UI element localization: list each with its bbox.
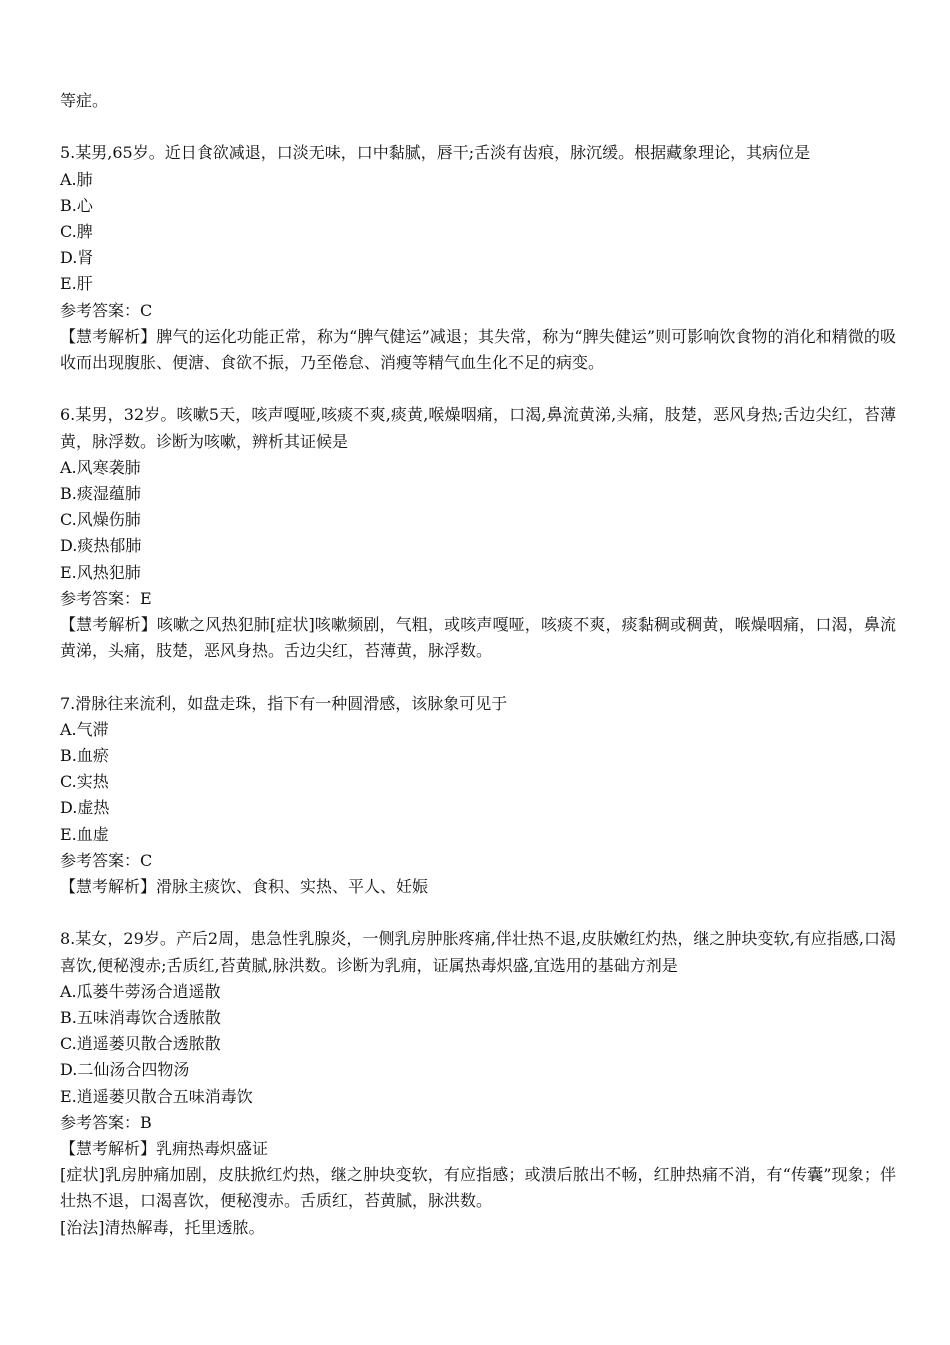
spacer: [60, 114, 896, 140]
option-b: B.痰湿蕴肺: [60, 484, 141, 504]
answer-line: 参考答案：C: [60, 300, 153, 320]
question-stem: 8.某女，29岁。产后2周，患急性乳腺炎，一侧乳房肿胀疼痛,伴壮热不退,皮肤嫩红灼热，继之肿块变软,有应指感,口渴喜饮,便秘溲赤;舌质红,苔黄腻,脉洪数。诊断为乳痈，证属热毒炽盛,宜选用的基础方剂是: [60, 929, 896, 975]
question-block: [60, 691, 896, 901]
question-block: [60, 926, 896, 1240]
question-stem: 6.某男，32岁。咳嗽5天，咳声嘎哑,咳痰不爽,痰黄,喉燥咽痛，口渴,鼻流黄涕,头痛，肢楚，恶风身热;舌边尖红，苔薄黄，脉浮数。诊断为咳嗽，辨析其证候是: [60, 405, 896, 451]
option-e: E.血虚: [60, 824, 109, 844]
option-b: B.血瘀: [60, 746, 109, 766]
option-a: A.肺: [60, 169, 93, 189]
option-c: C.实热: [60, 772, 109, 792]
option-b: B.心: [60, 195, 93, 215]
answer-line: 参考答案：B: [60, 1112, 152, 1132]
answer-line: 参考答案：C: [60, 850, 153, 870]
option-d: D.痰热郁肺: [60, 536, 142, 556]
question-stem: 7.滑脉往来流利，如盘走珠，指下有一种圆滑感，该脉象可见于: [60, 693, 508, 713]
option-d: D.虚热: [60, 798, 110, 818]
option-e: E.风热犯肺: [60, 562, 141, 582]
option-c: C.风燥伤肺: [60, 510, 141, 530]
option-d: D.肾: [60, 248, 94, 268]
spacer: [60, 664, 896, 690]
option-c: C.脾: [60, 222, 93, 241]
option-a: A.瓜蒌牛蒡汤合逍遥散: [60, 981, 221, 1001]
spacer: [60, 376, 896, 402]
option-d: D.二仙汤合四物汤: [60, 1060, 190, 1080]
analysis-text: 【慧考解析】脾气的运化功能正常，称为“脾气健运”减退；其失常，称为“脾失健运”则可影响饮食物的消化和精微的吸收而出现腹胀、便溏、食欲不振，乃至倦怠、消瘦等精气血生化不足的病变。: [60, 326, 896, 373]
analysis-text: 【慧考解析】咳嗽之风热犯肺[症状]咳嗽频剧，气粗，或咳声嘎哑，咳痰不爽，痰黏稠或稠黄，喉燥咽痛，口渴，鼻流黄涕，头痛，肢楚，恶风身热。舌边尖红，苔薄黄，脉浮数。: [60, 615, 896, 661]
option-e: E.逍遥蒌贝散合五味消毒饮: [60, 1086, 253, 1106]
document-page: [60, 88, 896, 1241]
spacer: [60, 900, 896, 926]
option-a: A.风寒袭肺: [60, 457, 141, 477]
option-c: C.逍遥蒌贝散合透脓散: [60, 1034, 221, 1054]
question-block: [60, 402, 896, 664]
option-e: E.肝: [60, 274, 93, 294]
analysis-symptoms: [症状]乳房肿痛加剧，皮肤掀红灼热，继之肿块变软，有应指感；或溃后脓出不畅，红肿热痛不消，有“传囊”现象；伴壮热不退，口渴喜饮，便秘溲赤。舌质红，苔黄腻，脉洪数。: [60, 1165, 896, 1211]
analysis-text: 【慧考解析】滑脉主痰饮、食积、实热、平人、妊娠: [60, 877, 429, 897]
intro-tail: 等症。: [60, 91, 109, 110]
answer-line: 参考答案：E: [60, 588, 152, 608]
analysis-heading: 【慧考解析】乳痈热毒炽盛证: [60, 1139, 269, 1159]
option-b: B.五味消毒饮合透脓散: [60, 1008, 221, 1028]
option-a: A.气滞: [60, 719, 109, 739]
question-stem: 5.某男,65岁。近日食欲减退，口淡无味，口中黏腻，唇干;舌淡有齿痕，脉沉缓。根据藏象理论，其病位是: [60, 143, 811, 163]
analysis-treatment: [治法]清热解毒，托里透脓。: [60, 1217, 265, 1237]
question-block: [60, 140, 896, 376]
